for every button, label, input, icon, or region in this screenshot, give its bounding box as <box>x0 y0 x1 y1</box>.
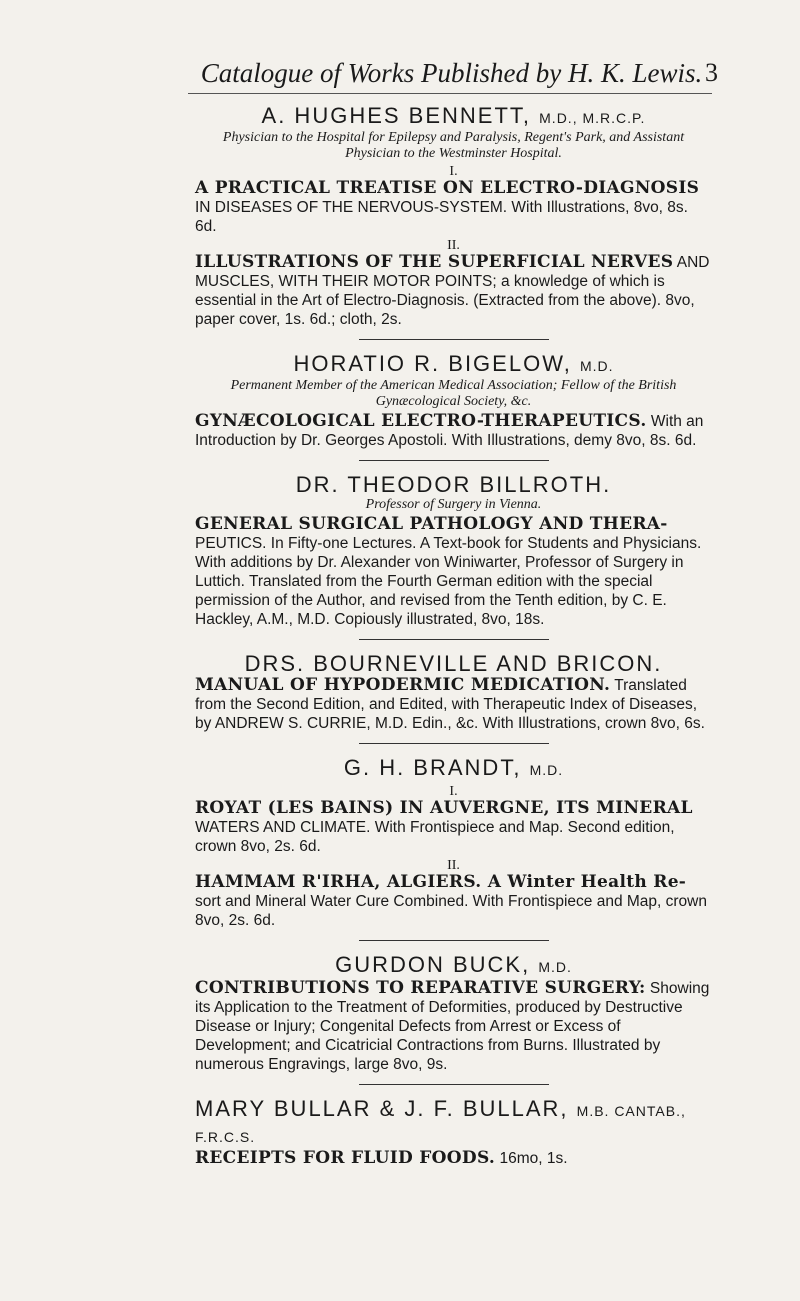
book-description: sort and Mineral Water Cure Combined. With Frontispiece and Map, crown 8vo, 2s. 6d. <box>195 893 707 929</box>
book-title: CONTRIBUTIONS TO REPARATIVE SURGERY: <box>195 978 646 998</box>
author-name: DRS. BOURNEVILLE AND BRICON. <box>244 651 663 676</box>
catalogue-section <box>195 652 712 733</box>
author-heading <box>195 104 712 130</box>
section-divider <box>359 940 549 941</box>
catalogue-section <box>195 352 712 450</box>
book-entry <box>195 253 712 329</box>
page-number: 3 <box>705 58 718 87</box>
author-name: G. H. BRANDT, <box>343 755 522 780</box>
author-heading <box>195 1097 712 1149</box>
entry-numeral: II. <box>447 858 460 873</box>
book-description: 16mo, 1s. <box>495 1150 568 1167</box>
book-title: RECEIPTS FOR FLUID FOODS. <box>195 1148 496 1168</box>
book-description: WATERS AND CLIMATE. With Frontispiece and Map. Second edition, crown 8vo, 2s. 6d. <box>195 819 675 855</box>
catalogue-section <box>195 953 712 1074</box>
author-degrees: M.D. <box>579 358 614 374</box>
author-heading <box>195 953 712 979</box>
author-degrees: M.D. <box>529 762 564 778</box>
catalogue-section <box>195 756 712 930</box>
author-affiliation: Professor of Surgery in Vienna. <box>365 497 542 512</box>
book-title: HAMMAM R'IRHA, ALGIERS. A Winter Health Re- <box>195 872 687 892</box>
author-heading <box>195 352 712 378</box>
author-degrees: M.B. CANTAB., F.R.C.S. <box>195 1103 686 1145</box>
entry-numeral: I. <box>449 164 458 179</box>
section-divider <box>359 339 549 340</box>
section-divider <box>359 639 549 640</box>
section-divider <box>359 1084 549 1085</box>
book-entry <box>195 1149 712 1168</box>
catalogue-section <box>195 1097 712 1168</box>
author-heading <box>195 473 712 497</box>
book-entry <box>195 412 712 450</box>
book-title: MANUAL OF HYPODERMIC MEDICATION. <box>195 675 611 695</box>
author-degrees: M.D. <box>538 959 572 975</box>
book-entry <box>195 873 712 930</box>
author-heading <box>195 756 712 782</box>
book-description: Translated from the Second Edition, and Edited, with Therapeutic Index of Diseases, by ANDREW S. CURRIE, M.D. Edin., &c. With Illustrations, crown 8vo, 6s. <box>195 677 705 732</box>
author-name: A. HUGHES BENNETT, <box>261 103 532 128</box>
book-description: PEUTICS. In Fifty-one Lectures. A Text-book for Students and Physicians. With additions by Dr. Alexander von Winiwarter, Professor of Surgery in Luttich. Translated from the Fourth German edition with the special permission of the Author, and revised from the Tenth edition, by C. E. Hackley, A.M., M.D. Copiously illustrated, 8vo, 18s. <box>195 535 702 628</box>
book-entry <box>195 179 712 236</box>
author-affiliation: Permanent Member of the American Medical Association; Fellow of the British Gynæcological Society, &c. <box>230 378 677 409</box>
author-heading <box>195 652 712 676</box>
book-title: A PRACTICAL TREATISE ON ELECTRO-DIAGNOSIS <box>195 178 700 198</box>
book-description: Showing its Application to the Treatment of Deformities, produced by Destructive Disease or Injury; Congenital Defects from Arrest or Excess of Development; and Cicatricial Contractions from Burns. Illustrated by numerous Engravings, large 8vo, 9s. <box>195 980 710 1073</box>
book-description: AND MUSCLES, WITH THEIR MOTOR POINTS; a knowledge of which is essential in the Art of Electro-Diagnosis. (Extracted from the above). 8vo, paper cover, 1s. 6d.; cloth, 2s. <box>195 254 710 328</box>
book-title: ILLUSTRATIONS OF THE SUPERFICIAL NERVES <box>195 252 674 272</box>
book-entry <box>195 979 712 1074</box>
catalogue-section <box>195 473 712 629</box>
book-description: With an Introduction by Dr. Georges Apostoli. With Illustrations, demy 8vo, 8s. 6d. <box>195 413 704 449</box>
running-title: Catalogue of Works Published by H. K. Lewis. <box>200 58 703 88</box>
header-rule <box>188 93 712 94</box>
author-name: GURDON BUCK, <box>335 952 531 977</box>
author-affiliation: Physician to the Hospital for Epilepsy and Paralysis, Regent's Park, and Assistant Physician to the Westminster Hospital. <box>222 130 685 161</box>
book-title: GENERAL SURGICAL PATHOLOGY AND THERA- <box>195 514 668 534</box>
book-entry <box>195 515 712 629</box>
author-degrees: M.D., M.R.C.P. <box>539 110 646 126</box>
catalogue-section <box>195 104 712 329</box>
catalogue-content <box>195 104 712 1168</box>
author-name: HORATIO R. BIGELOW, <box>293 351 572 376</box>
author-name: MARY BULLAR & J. F. BULLAR, <box>195 1096 569 1121</box>
book-description: IN DISEASES OF THE NERVOUS-SYSTEM. With Illustrations, 8vo, 8s. 6d. <box>195 199 688 235</box>
book-title: ROYAT (LES BAINS) IN AUVERGNE, ITS MINERAL <box>195 798 693 818</box>
entry-numeral: I. <box>449 784 458 799</box>
section-divider <box>359 460 549 461</box>
book-entry <box>195 676 712 733</box>
book-title: GYNÆCOLOGICAL ELECTRO-THERAPEUTICS. <box>195 411 647 431</box>
author-name: DR. THEODOR BILLROTH. <box>295 472 612 497</box>
entry-numeral: II. <box>447 238 460 253</box>
section-divider <box>359 743 549 744</box>
book-entry <box>195 799 712 856</box>
